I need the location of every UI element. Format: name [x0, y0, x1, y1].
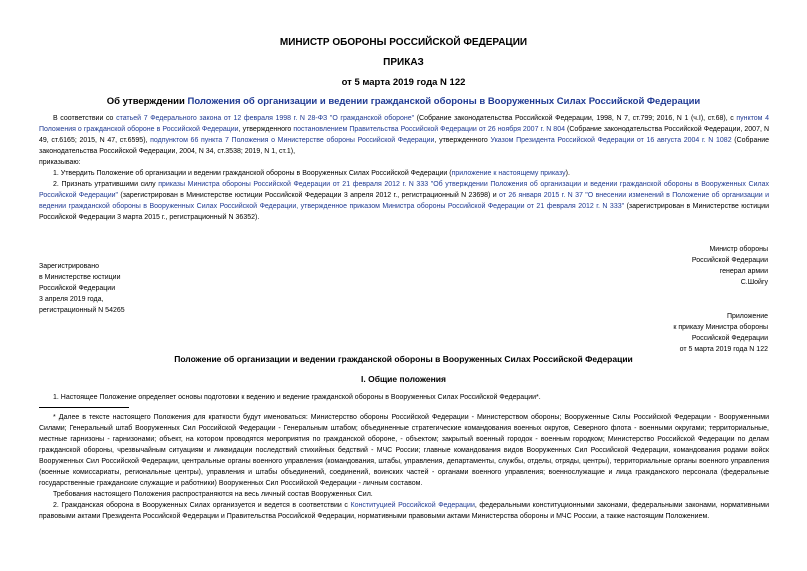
registration-line-5: регистрационный N 54265 [39, 307, 125, 314]
item-2-text-1: 2. Признать утратившими силу [53, 181, 159, 188]
signature-line-3: генерал армии [719, 268, 768, 275]
presidential-decree-link[interactable]: Указом Президента Российской Федерации от 16 августа 2004 г. N 1082 [490, 137, 732, 144]
amendment-order-link[interactable]: от 26 января 2015 г. N 37 "О внесении изменений в Положение об организации и ведении гражданской обороны в Вооруженных Силах Российской Федерации, утвержденное приказом Министра обороны Российской Федерации от 21 февраля 2012 г. N 333" [39, 192, 769, 210]
appendix-line-1: Приложение [726, 313, 768, 320]
regulation-paragraph-2 [39, 500, 769, 522]
date-number: от 5 марта 2019 года N 122 [341, 77, 466, 88]
item-1-end: ). [565, 170, 570, 177]
regulation-paragraph-1: 1. Настоящее Положение определяет основы подготовки к ведению и ведение гражданской обороны в Вооруженных Силах Российской Федерации*. [53, 394, 541, 401]
registration-line-4: 3 апреля 2019 года, [39, 296, 104, 303]
registration-line-1: Зарегистрировано [39, 263, 99, 270]
order-title-link[interactable]: Положения об организации и ведении гражданской обороны в Вооруженных Силах Российской Федерации [187, 96, 701, 107]
item-1 [39, 168, 769, 179]
paragraph-2-text-1: 2. Гражданская оборона в Вооруженных Силах организуется и ведется в соответствии с [53, 502, 351, 509]
appendix-block [673, 311, 768, 355]
item-1-text: 1. Утвердить Положение об организации и ведении гражданской обороны в Вооруженных Силах Российской Федерации ( [53, 170, 452, 177]
order-word: приказываю: [39, 159, 81, 166]
preamble-text-5: , утвержденного [434, 137, 491, 144]
preamble-text-2: (Собрание законодательства Российской Федерации, 1998, N 7, ст.799; 2016, N 1 (ч.I), ст.68), с [414, 115, 737, 122]
civil-defense-regulation-link[interactable]: пунктом 4 Положения о гражданской обороне в Российской Федерации [39, 115, 769, 133]
item-2-text-2: (зарегистрирован в Министерстве юстиции Российской Федерации 3 апреля 2012 г., регистрационный N 23698) и [118, 192, 500, 199]
doc-type-heading: ПРИКАЗ [383, 57, 424, 68]
preamble-text-3: , утвержденного [238, 126, 294, 133]
order-title [0, 96, 807, 107]
preamble-text-6: (Собрание законодательства Российской Федерации, 2004, N 34, ст.3538; 2019, N 1, ст.1), [39, 137, 770, 155]
registration-line-2: в Министерстве юстиции [39, 274, 121, 281]
order-title-prefix: Об утверждении [106, 96, 188, 107]
preamble-paragraph [39, 113, 769, 157]
paragraph-2-text-2: , федеральными конституционными законами, федеральными законами, нормативными правовыми актами Президента Российской Федерации и Правительства Российской Федерации, нормативными правовыми актами Министерства обороны и МЧС России, а также настоящим Положением. [39, 502, 769, 520]
section-1-heading: I. Общие положения [361, 374, 446, 384]
appendix-link[interactable]: приложение к настоящему приказу [451, 170, 566, 177]
signature-line-2: Российской Федерации [691, 257, 768, 264]
preamble-text-1: В соответствии со [53, 115, 117, 122]
footnote: * Далее в тексте настоящего Положения для краткости будут именоваться: Министерство обороны Российской Федерации - Министерством обороны; Вооруженные Силы Российской Федерации - Вооруженными Силами; Генеральный штаб Вооруженных Сил Российской Федерации - Генеральным штабом; объединенные стратегические командования военных округов, Северного флота - военными округами; территориальные, местные гарнизоны - гарнизонами; объект, на котором проводятся мероприятия по гражданской обороне, - объектом; закрытый военный городок - военным городком; Министерство Российской Федерации по делам гражданской обороны, чрезвычайным ситуациям и ликвидации последствий стихийных бедствий - МЧС России; главные командования видов Вооруженных Сил Российской Федерации, командования родами войск Вооруженных Сил Российской Федерации, центральные органы военного управления (командования, штабы, управления, департаменты, службы, отделы, отряды, центры), территориальные органы военного управления (военные комиссариаты, региональные центры), управления и штабы объединений, соединений, воинских частей - органами военного управления; военнослужащие и лица гражданского персонала (федеральные государственные гражданские служащие и работники) Вооруженных Сил Российской Федерации - личным составом. [39, 414, 769, 487]
repealed-orders-link[interactable]: приказы Министра обороны Российской Федерации от 21 февраля 2012 г. N 333 "Об утверждении Положения об организации и ведении гражданской обороны в Вооруженных Силах Российской Федерации" [39, 181, 769, 199]
appendix-line-4: от 5 марта 2019 года N 122 [679, 346, 768, 353]
signature-block [692, 244, 768, 288]
item-2-text-3: (зарегистрирован в Министерстве юстиции Российской Федерации 3 марта 2015 г., регистрационный N 36352). [39, 203, 769, 221]
requirements-paragraph: Требования настоящего Положения распространяются на весь личный состав Вооруженных Сил. [53, 491, 373, 498]
item-2 [39, 179, 769, 223]
constitution-link[interactable]: Конституцией Российской Федерации [350, 502, 475, 509]
ministry-regulation-link[interactable]: подпунктом 66 пункта 7 Положения о Министерстве обороны Российской Федерации [150, 137, 435, 144]
preamble-text-4: (Собрание законодательства Российской Федерации, 2007, N 49, ст.6165; 2015, N 47, ст.6595), [39, 126, 770, 144]
appendix-line-3: Российской Федерации [691, 335, 768, 342]
appendix-line-2: к приказу Министра обороны [673, 324, 768, 331]
government-resolution-link[interactable]: постановлением Правительства Российской Федерации от 26 ноября 2007 г. N 804 [293, 126, 565, 133]
ministry-heading: МИНИСТР ОБОРОНЫ РОССИЙСКОЙ ФЕДЕРАЦИИ [279, 37, 528, 48]
law-link[interactable]: статьей 7 Федерального закона от 12 февраля 1998 г. N 28-ФЗ "О гражданской обороне" [116, 115, 415, 122]
footnote-divider [39, 407, 129, 408]
signature-line-4: С.Шойгу [740, 279, 768, 286]
registration-block [39, 261, 125, 316]
signature-line-1: Министр обороны [709, 246, 768, 253]
regulation-title: Положение об организации и ведении гражданской обороны в Вооруженных Силах Российской Федерации [174, 354, 633, 364]
registration-line-3: Российской Федерации [39, 285, 116, 292]
